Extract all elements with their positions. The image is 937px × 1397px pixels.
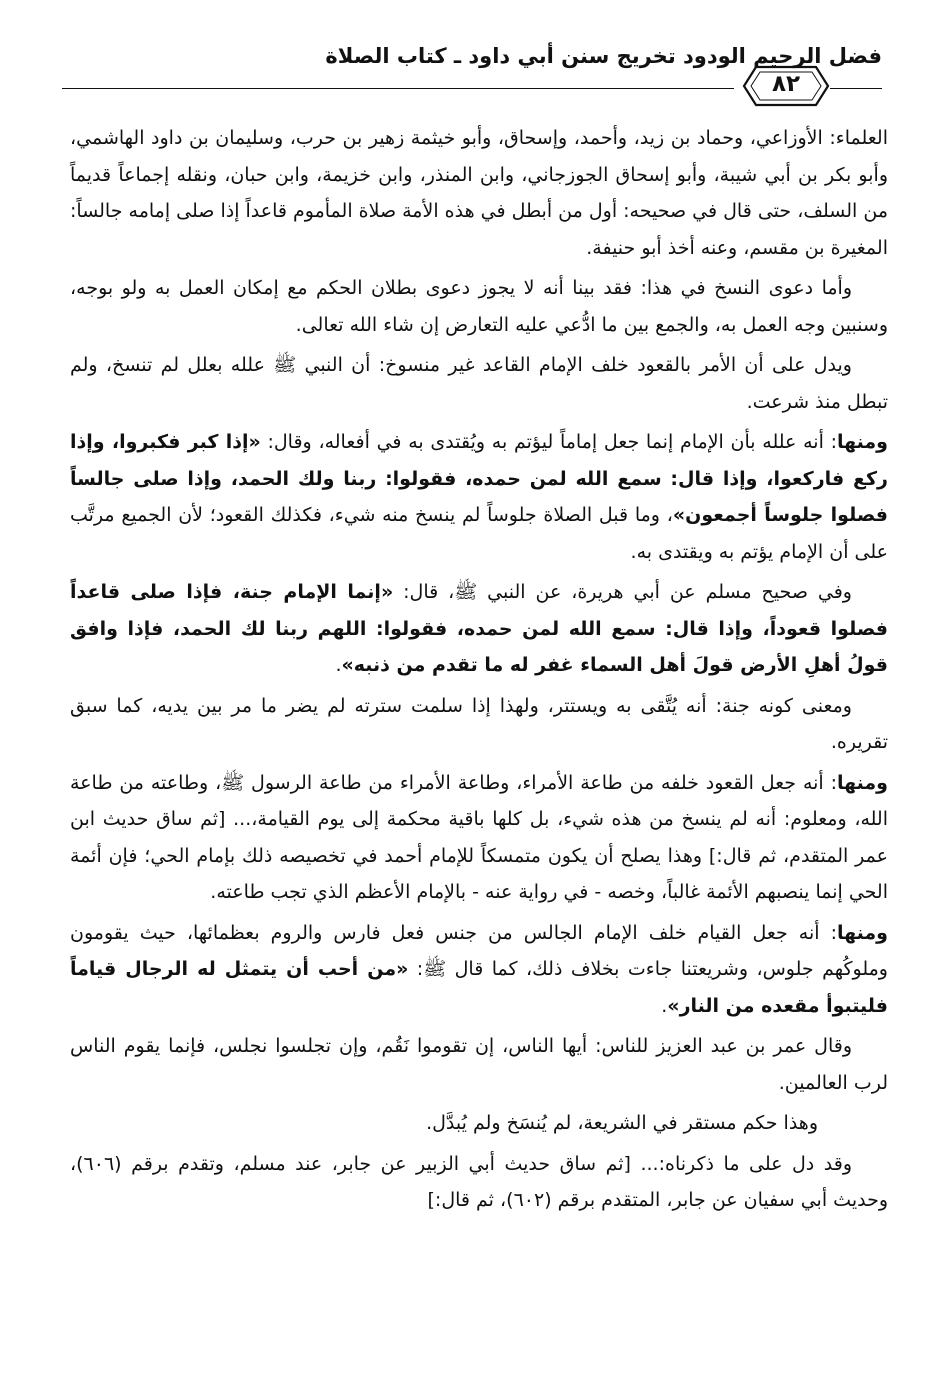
paragraph-text: العلماء: الأوزاعي، وحماد بن زيد، وأحمد، وإسحاق، وأبو خيثمة زهير بن حرب، وسليمان بن داود الهاشمي، وأبو بكر بن أبي شيبة، وأبو إسحاق الجوزجاني، وابن المنذر، وابن خزيمة، وابن حبان، ونقله إجماعاً قديماً من السلف، حتى قال في صحيحه: أول من أبطل في هذه الأمة صلاة المأموم قاعداً إذا صلى إمامه جالساً: المغيرة بن مقسم، وعنه أخذ أبو حنيفة. xyxy=(70,127,888,259)
paragraph-text: : أنه جعل القعود خلفه من طاعة الأمراء، وطاعة الأمراء من طاعة الرسول ﷺ، وطاعته من طاعة الله، ومعلوم: أنه لم ينسخ من هذه شيء، بل كلها باقية محكمة إلى يوم القيامة،... [ثم ساق حديث ابن عمر المتقدم، ثم قال:] وهذا يصلح أن يكون متمسكاً للإمام أحمد في تخصيصه ذلك بإمام الحي؛ فإن أئمة الحي إنما ينصبهم الأئمة غالباً، وخصه - في رواية عنه - بالإمام الأعظم الذي تجب طاعته. xyxy=(70,771,888,903)
paragraph xyxy=(70,915,888,1025)
paragraph xyxy=(70,1028,888,1101)
paragraph-text: ، وما قبل الصلاة جلوساً لم ينسخ منه شيء، فكذلك القعود؛ لأن الجميع مرتَّب على أن الإمام يؤتم به ويقتدى به. xyxy=(70,504,888,563)
paragraph-text: . xyxy=(661,994,668,1017)
paragraph-text: وقد دل على ما ذكرناه:... [ثم ساق حديث أبي الزبير عن جابر، عند مسلم، وتقدم برقم (٦٠٦)، وحديث أبي سفيان عن جابر، المتقدم برقم (٦٠٢)، ثم قال:] xyxy=(70,1152,888,1211)
paragraph-text: وهذا حكم مستقر في الشريعة، لم يُنسَخ ولم يُبدَّل. xyxy=(426,1112,818,1134)
paragraph-text: ومعنى كونه جنة: أنه يُتَّقى به ويستتر، ولهذا إذا سلمت سترته لم يضر ما مر بين يديه، كما سبق تقريره. xyxy=(70,694,888,753)
paragraph xyxy=(70,424,888,570)
header-rule xyxy=(62,88,734,89)
paragraph xyxy=(70,1105,888,1142)
paragraph xyxy=(70,765,888,911)
page-number: ٨٢ xyxy=(771,71,801,97)
paragraph-text: . xyxy=(335,654,342,676)
paragraph-text: وقال عمر بن عبد العزيز للناس: أيها الناس، إن تقوموا نَقُم، وإن تجلسوا نجلس، فإنما يقوم الناس لرب العالمين. xyxy=(70,1035,888,1094)
paragraph xyxy=(70,688,888,761)
paragraph xyxy=(70,120,888,266)
section-lead: ومنها xyxy=(836,431,888,453)
hadith-quote: «من أحب أن يتمثل له الرجال قياماً فليتبوأ مقعده من النار» xyxy=(70,958,888,1017)
paragraph-text: وفي صحيح مسلم عن أبي هريرة، عن النبي ﷺ، قال: xyxy=(393,581,852,603)
paragraph-text: وأما دعوى النسخ في هذا: فقد بينا أنه لا يجوز دعوى بطلان الحكم مع إمكان العمل به ولو بوجه، وسنبين وجه العمل به، والجمع بين ما ادُّعي عليه التعارض إن شاء الله تعالى. xyxy=(70,277,888,336)
section-lead: ومنها xyxy=(836,921,888,944)
paragraph-text: ويدل على أن الأمر بالقعود خلف الإمام القاعد غير منسوخ: أن النبي ﷺ علله بعلل لم تنسخ، ولم تبطل منذ شرعت. xyxy=(70,354,888,413)
page-number-ornament xyxy=(742,63,830,109)
paragraph-text: : أنه علله بأن الإمام إنما جعل إماماً ليؤتم به ويُقتدى به في أفعاله، وقال: xyxy=(260,431,837,453)
paragraph xyxy=(70,347,888,420)
hadith-quote: «إنما الإمام جنة، فإذا صلى قاعداً فصلوا قعوداً، وإذا قال: سمع الله لمن حمده، فقولوا: اللهم ربنا لك الحمد، فإذا وافق قولُ أهلِ الأرض قولَ أهل السماء غفر له ما تقدم من ذنبه» xyxy=(70,581,888,676)
hadith-quote: «إذا كبر فكبروا، وإذا ركع فاركعوا، وإذا قال: سمع الله لمن حمده، فقولوا: ربنا ولك الحمد، وإذا صلى جالساً فصلوا جلوساً أجمعون» xyxy=(70,431,889,526)
running-title: فضل الرحيم الودود تخريج سنن أبي داود ـ كتاب الصلاة xyxy=(325,44,882,68)
paragraph xyxy=(70,1146,888,1219)
paragraph xyxy=(70,574,888,684)
section-lead: ومنها xyxy=(836,771,888,794)
header-rule xyxy=(830,88,882,89)
paragraph xyxy=(70,270,888,343)
page-header xyxy=(62,36,882,120)
paragraph-text: : أنه جعل القيام خلف الإمام الجالس من جنس فعل فارس والروم بعظمائها، حيث يقومون وملوكُهم جلوس، وشريعتنا جاءت بخلاف ذلك، كما قال ﷺ: xyxy=(70,921,888,980)
page-body xyxy=(70,120,888,1223)
